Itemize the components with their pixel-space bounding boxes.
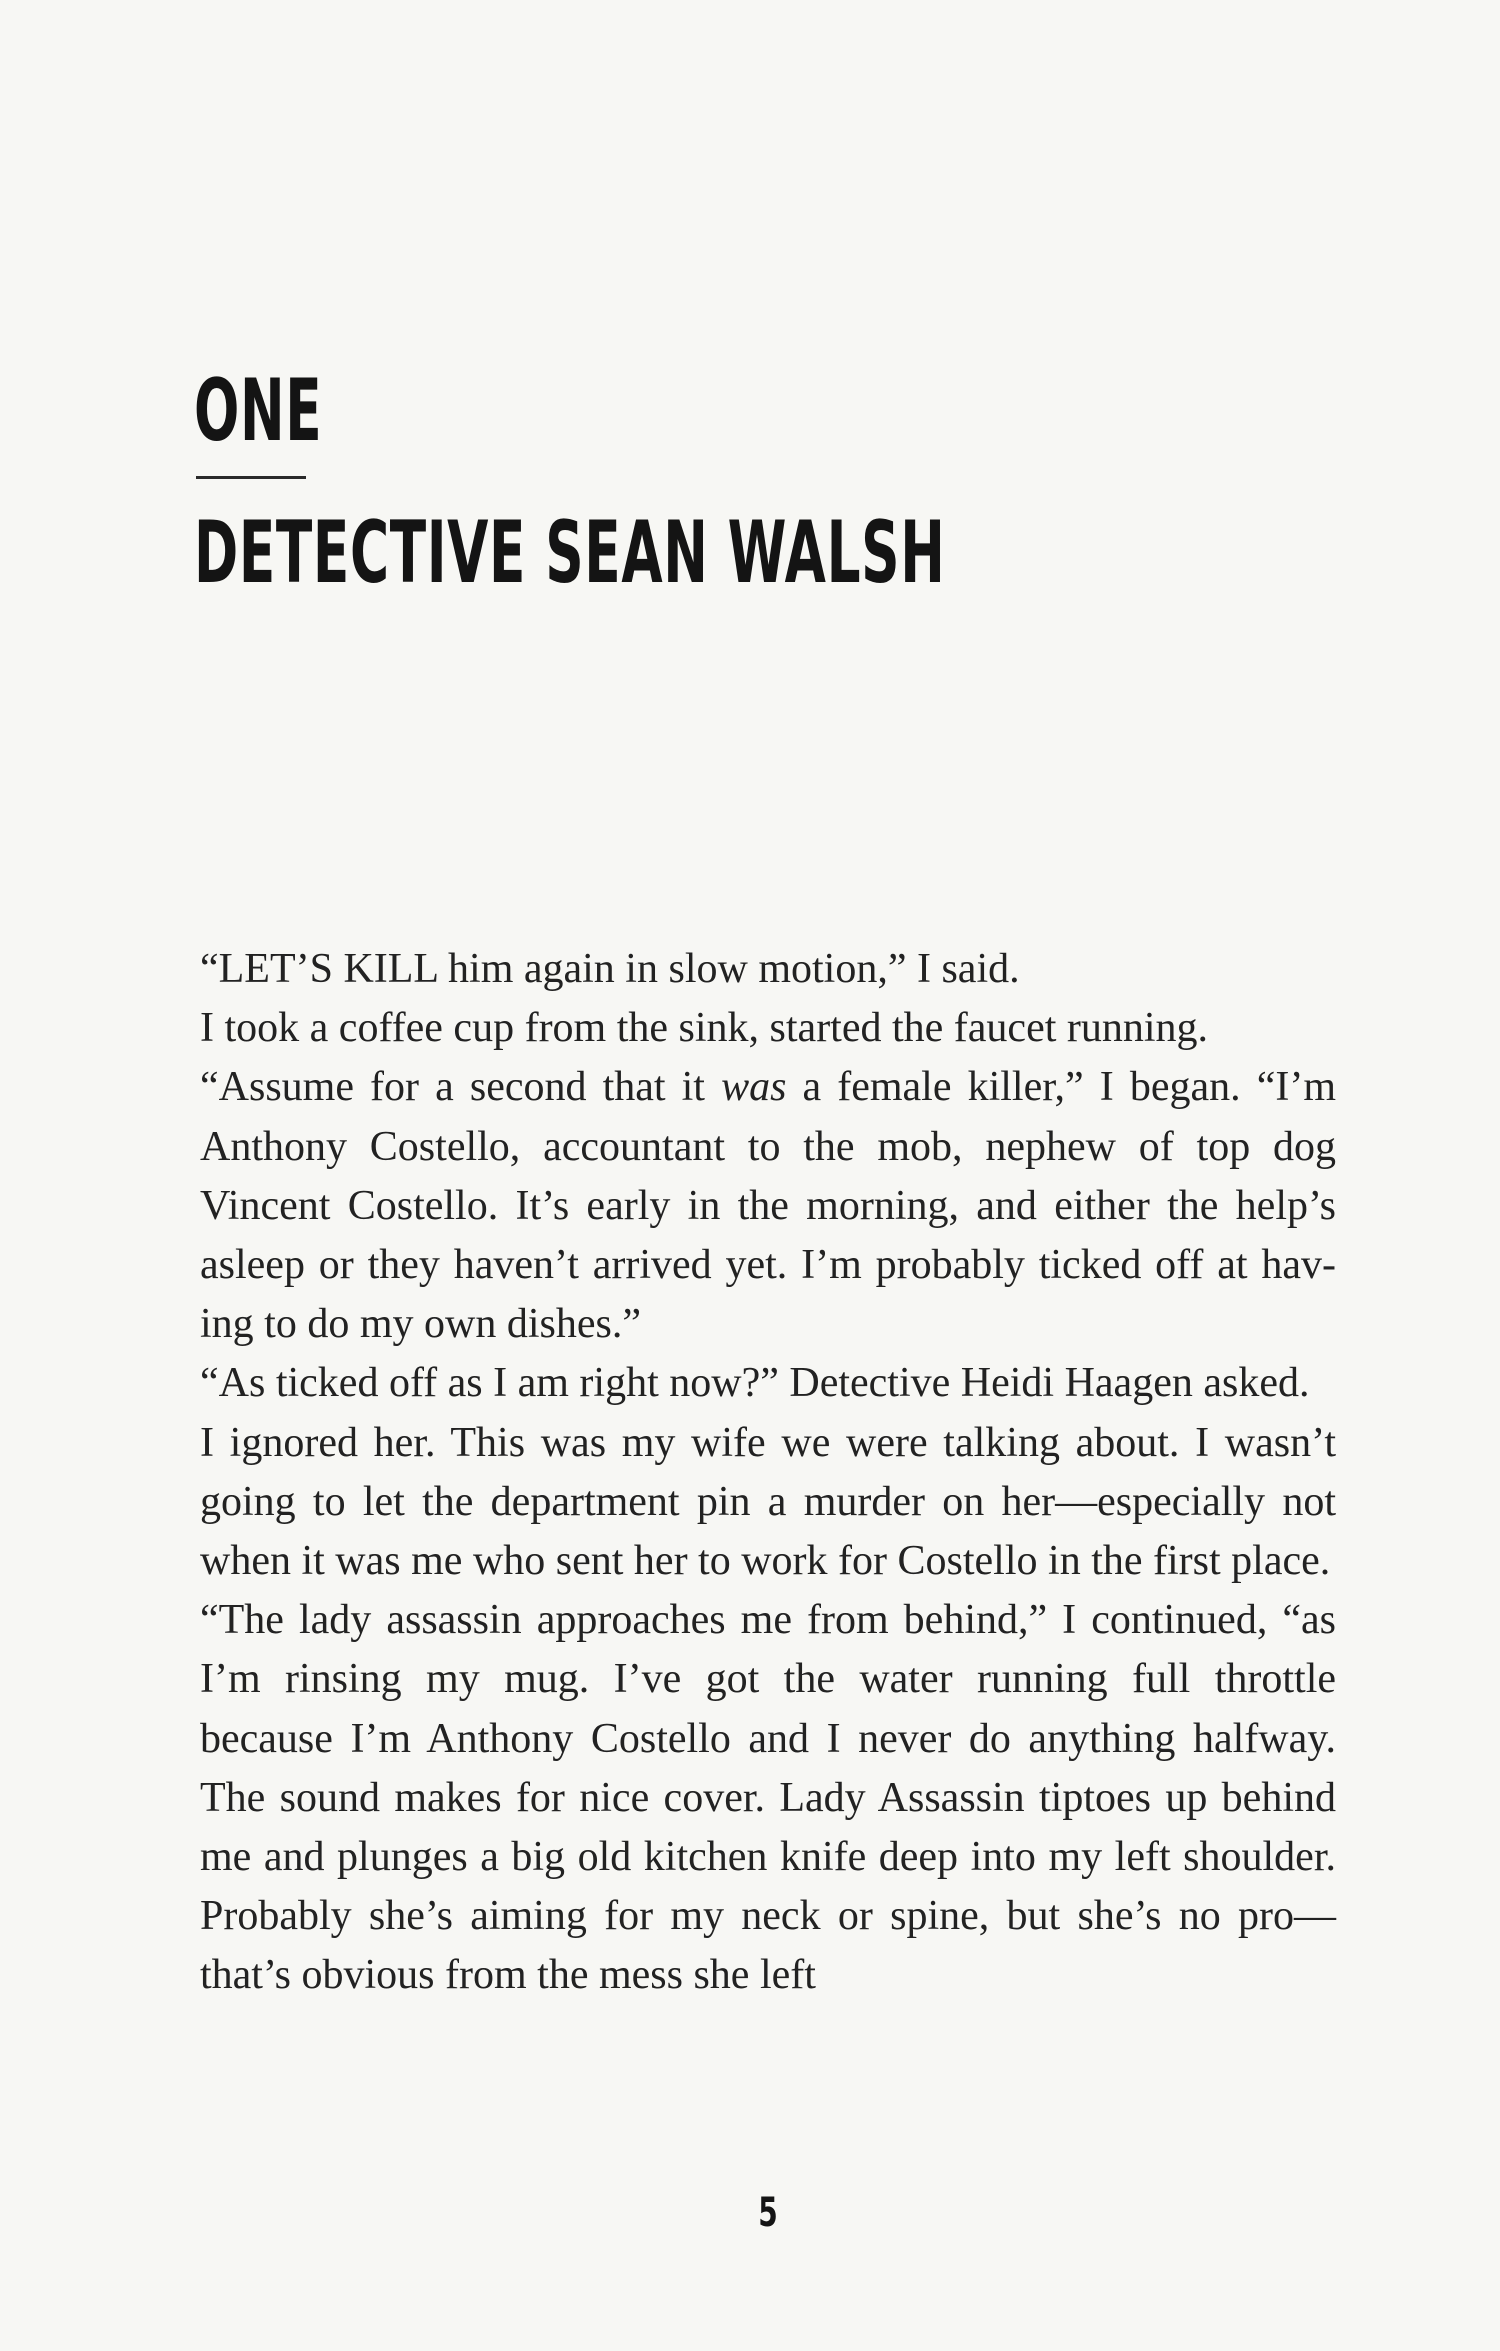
chapter-body — [200, 940, 1336, 2006]
chapter-title: DETECTIVE SEAN WALSH — [194, 503, 946, 603]
paragraph-3-emphasis: was — [721, 1064, 787, 1111]
paragraph-1: “LET’S KILL him again in slow motion,” I said. — [200, 946, 1020, 992]
paragraph-6: “The lady assassin approaches me from behind,” I continued, “as I’m rinsing my mug. I’ve got the water running full throttle because I’m Anthony Costello and I never do anything halfway. The sound makes for nice cover. Lady Assassin tiptoes up behind me and plunges a big old kitchen knife deep into my left shoulder. Probably she’s aiming for my neck or spine, but she’s no pro—that’s obvious from the mess she left — [200, 1597, 1336, 1999]
chapter-number: ONE — [194, 361, 323, 461]
page-number: 5 — [758, 2190, 778, 2236]
paragraph-4: “As ticked off as I am right now?” Detective Heidi Haagen asked. — [200, 1360, 1310, 1407]
chapter-divider — [196, 476, 306, 479]
paragraph-3-end: a female killer,” I began. “I’m Anthony Costello, accountant to the mob, nephew of top dog Vincent Costello. It’s early in the morning, and either the help’s asleep or they haven’t arrived yet. I’m probably ticked off at having to do my own dishes.” — [200, 1064, 1336, 1348]
paragraph-3 — [200, 1058, 1336, 1354]
paragraph-2: I took a coffee cup from the sink, started the faucet running. — [200, 1005, 1209, 1052]
paragraph-5: I ignored her. This was my wife we were talking about. I wasn’t going to let the department pin a murder on her—especially not when it was me who sent her to work for Costello in the first place. — [200, 1419, 1336, 1585]
paragraph-3-start: “Assume for a second that it — [200, 1064, 722, 1111]
